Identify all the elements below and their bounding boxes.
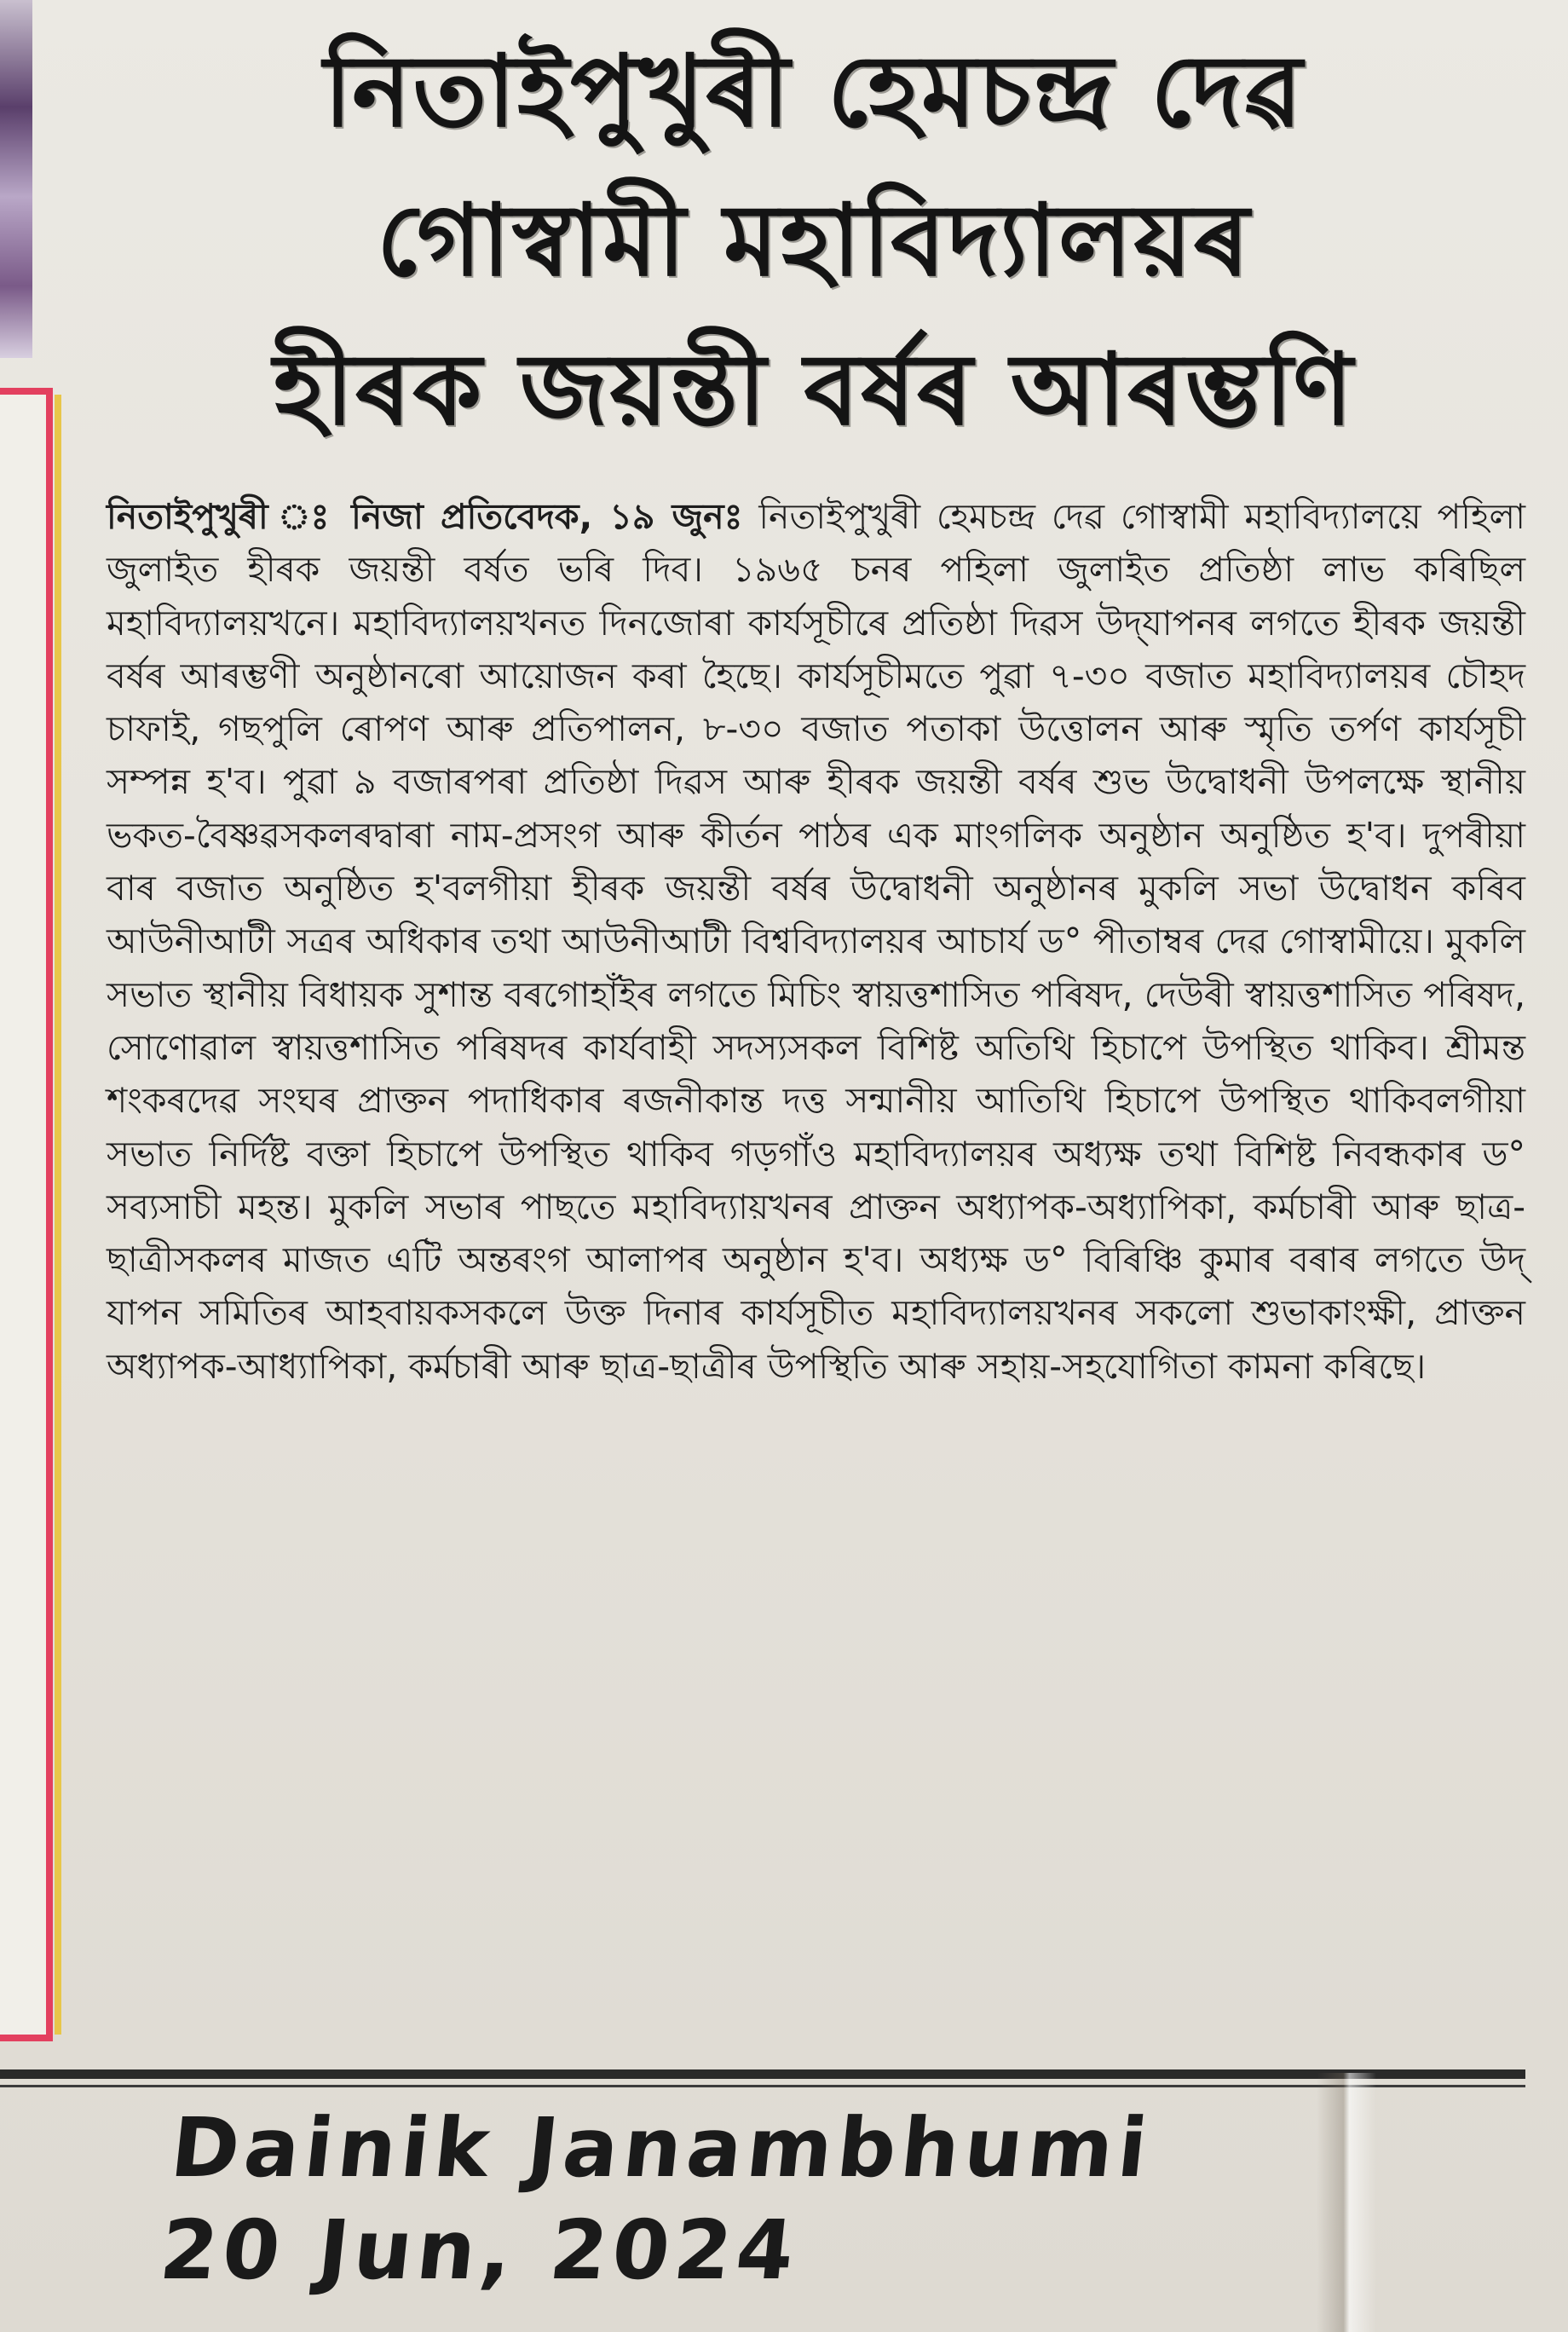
handwritten-source-note bbox=[155, 2097, 1412, 2301]
article-body bbox=[107, 490, 1525, 1393]
handwritten-date: 20 Jun, 2024 bbox=[155, 2202, 804, 2298]
headline bbox=[94, 17, 1534, 465]
adjacent-photo-fragment bbox=[0, 0, 32, 358]
column-rule-thick bbox=[0, 2069, 1525, 2079]
article-text: নিতাইপুখুৰী হেমচন্দ্ৰ দেৱ গোস্বামী মহাবিদ্যালয়ে পহিলা জুলাইত হীৰক জয়ন্তী বৰ্ষত ভৰি দিব। ১৯৬৫ চনৰ পহিলা জুলাইত প্ৰতিষ্ঠা লাভ কৰিছিল মহাবিদ্যালয়খনে। মহাবিদ্যালয়খনত দিনজোৰা কাৰ্যসূচীৰে প্ৰতিষ্ঠা দিৱস উদ্‌যাপনৰ লগতে হীৰক জয়ন্তী বৰ্ষৰ আৰম্ভণী অনুষ্ঠানৰো আয়োজন কৰা হৈছে। কাৰ্যসূচীমতে পুৱা ৭-৩০ বজাত মহাবিদ্যালয়ৰ চৌহদ চাফাই, গছপুলি ৰোপণ আৰু প্ৰতিপালন, ৮-৩০ বজাত পতাকা উত্তোলন আৰু স্মৃতি তৰ্পণ কাৰ্যসূচী সম্পন্ন হ'ব। পুৱা ৯ বজাৰপৰা প্ৰতিষ্ঠা দিৱস আৰু হীৰক জয়ন্তী বৰ্ষৰ শুভ উদ্বোধনী উপলক্ষে স্থানীয় ভকত-বৈষ্ণৱসকলৰদ্বাৰা নাম-প্ৰসংগ আৰু কীৰ্তন পাঠৰ এক মাংগলিক অনুষ্ঠান অনুষ্ঠিত হ'ব। দুপৰীয়া বাৰ বজাত অনুষ্ঠিত হ'বলগীয়া হীৰক জয়ন্তী বৰ্ষৰ উদ্বোধনী অনুষ্ঠানৰ মুকলি সভা উদ্বোধন কৰিব আউনীআটী সত্ৰৰ অধিকাৰ তথা আউনীআটী বিশ্ববিদ্যালয়ৰ আচাৰ্য ড° পীতাম্বৰ দেৱ গোস্বামীয়ে। মুকলি সভাত স্থানীয় বিধায়ক সুশান্ত বৰগোহাঁইৰ লগতে মিচিং স্বায়ত্তশাসিত পৰিষদ, দেউৰী স্বায়ত্তশাসিত পৰিষদ, সোণোৱাল স্বায়ত্তশাসিত পৰিষদৰ কাৰ্যবাহী সদস্যসকল বিশিষ্ট অতিথি হিচাপে উপস্থিত থাকিব। শ্ৰীমন্ত শংকৰদেৱ সংঘৰ প্ৰাক্তন পদাধিকাৰ ৰজনীকান্ত দত্ত সন্মানীয় আতিথি হিচাপে উপস্থিত থাকিবলগীয়া সভাত নিৰ্দিষ্ট বক্তা হিচাপে উপস্থিত থাকিব গড়গাঁও মহাবিদ্যালয়ৰ অধ্যক্ষ তথা বিশিষ্ট নিবন্ধকাৰ ড° সব্যসাচী মহন্ত। মুকলি সভাৰ পাছতে মহাবিদ্যায়খনৰ প্ৰাক্তন অধ্যাপক-অধ্যাপিকা, কৰ্মচাৰী আৰু ছাত্ৰ-ছাত্ৰীসকলৰ মাজত এটি অন্তৰংগ আলাপৰ অনুষ্ঠান হ'ব। অধ্যক্ষ ড° বিৰিঞ্চি কুমাৰ বৰাৰ লগতে উদ্‌ যাপন সমিতিৰ আহবায়কসকলে উক্ত দিনাৰ কাৰ্যসূচীত মহাবিদ্যালয়খনৰ সকলো শুভাকাংক্ষী, প্ৰাক্তন অধ্যাপক-আধ্যাপিকা, কৰ্মচাৰী আৰু ছাত্ৰ-ছাত্ৰীৰ উপস্থিতি আৰু সহায়-সহযোগিতা কামনা কৰিছে। bbox=[107, 496, 1525, 1387]
column-rule-thin bbox=[0, 2085, 1525, 2087]
handwritten-newspaper-name: Dainik Janambhumi bbox=[166, 2100, 1157, 2196]
headline-line-1: নিতাইপুখুৰী হেমচন্দ্ৰ দেৱ bbox=[323, 34, 1305, 149]
headline-line-3: হীৰক জয়ন্তী বৰ্ষৰ আৰম্ভণি bbox=[273, 332, 1355, 447]
adjacent-column-border bbox=[0, 388, 53, 2041]
article-dateline: নিতাইপুখুৰী ঃ নিজা প্ৰতিবেদক, ১৯ জুনঃ bbox=[107, 496, 743, 537]
headline-line-2: গোস্বামী মহাবিদ্যালয়ৰ bbox=[377, 183, 1251, 298]
